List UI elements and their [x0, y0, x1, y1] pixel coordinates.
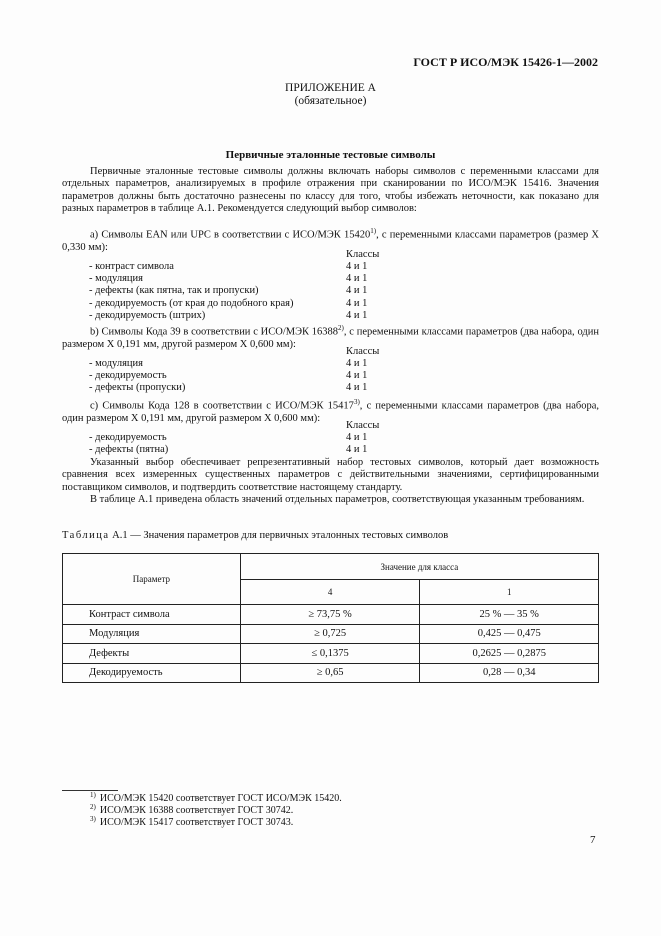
appendix-heading	[200, 82, 461, 108]
cell-parameter: Модуляция	[63, 624, 241, 644]
list-item-label: - декодируемость (штрих)	[89, 309, 206, 321]
list-item-label: - декодируемость	[89, 432, 167, 443]
item-c-footnote-mark: 3)	[353, 398, 360, 406]
cell-class-4: ≥ 0,65	[240, 663, 420, 683]
list-item-label: - декодируемость	[89, 370, 167, 382]
page-number: 7	[590, 834, 596, 846]
table-row	[63, 605, 599, 625]
item-b-footnote-mark: 2)	[338, 324, 344, 332]
cell-class-1: 0,425 — 0,475	[420, 624, 599, 644]
list-item-value: 4 и 1	[346, 444, 368, 456]
list-item-label: - дефекты (как пятна, так и пропуски)	[89, 285, 259, 297]
list-item-value: 4 и 1	[346, 309, 368, 321]
list-item-value: 4 и 1	[346, 358, 368, 369]
footnote-text: ИСО/МЭК 16388 соответствует ГОСТ 30742.	[99, 805, 294, 817]
footnote-mark: 3)	[90, 815, 96, 823]
list-item-label: - контраст символа	[89, 261, 174, 272]
list-item-label: - дефекты (пятна)	[89, 444, 169, 456]
summary-paragraph: Указанный выбор обеспечивает репрезентативный набор тестовых символов, который дает возможность сравнения всех измеренных существенных параметров с действительными значениями, сертифицированными поставщиком символов, и подтвердить соответствие настоящему стандарту.	[62, 457, 599, 493]
cell-class-4: ≥ 0,725	[240, 624, 420, 644]
appendix-note: (обязательное)	[294, 95, 367, 107]
table-reference-paragraph: В таблице А.1 приведена область значений отдельных параметров, соответствующая указанным требованиям.	[90, 494, 585, 505]
item-a-footnote-mark: 1)	[370, 227, 377, 235]
item-b	[62, 322, 599, 351]
list-item-value: 4 и 1	[346, 261, 368, 272]
cell-class-4: ≤ 0,1375	[240, 644, 420, 664]
item-a	[62, 225, 599, 254]
item-b-text-end: , с переменными классами параметров (два набора, один размером X 0,191 мм, другой размером X 0,600 мм):	[62, 326, 599, 350]
classes-label-c: Классы	[346, 420, 380, 431]
list-item-value: 4 и 1	[346, 382, 368, 394]
cell-parameter: Декодируемость	[63, 663, 241, 683]
list-item-label: - декодируемость (от края до подобного края)	[89, 297, 294, 309]
footnote-text: ИСО/МЭК 15417 соответствует ГОСТ 30743.	[99, 817, 294, 829]
cell-class-4: ≥ 73,75 %	[240, 605, 420, 625]
header-class-4: 4	[240, 580, 420, 605]
section-title: Первичные эталонные тестовые символы	[225, 149, 436, 161]
item-c-text-end: , с переменными классами параметров (два набора, один размером X 0,191 мм, другой размером X 0,600 мм):	[62, 400, 599, 424]
header-class-1: 1	[420, 580, 599, 605]
item-b-text: b) Символы Кода 39 в соответствии с ИСО/МЭК 16388	[90, 326, 339, 338]
table-header-row	[63, 554, 599, 580]
footnote-mark: 2)	[90, 803, 96, 811]
cell-parameter: Дефекты	[63, 644, 241, 664]
item-a-text-end: , с переменными классами параметров (размер X 0,330 мм):	[62, 229, 599, 253]
item-c-text: с) Символы Кода 128 в соответствии с ИСО/МЭК 15417	[90, 400, 354, 412]
cell-class-1: 0,2625 — 0,2875	[420, 644, 599, 664]
list-item-label: - дефекты (пропуски)	[89, 382, 186, 394]
list-item-value: 4 и 1	[346, 432, 368, 443]
item-c	[62, 396, 599, 425]
cell-class-1: 25 % — 35 %	[420, 605, 599, 625]
parameter-table	[62, 553, 599, 683]
item-a-text: а) Символы EAN или UPC в соответствии с ИСО/МЭК 15420	[90, 229, 371, 241]
table-row	[63, 624, 599, 644]
list-item-value: 4 и 1	[346, 297, 368, 309]
intro-paragraph: Первичные эталонные тестовые символы должны включать наборы символов с переменными классами для отдельных параметров, анализируемых в профиле отражения при сканировании по ИСО/МЭК 15416. Значения параметров должны быть достаточно разнесены по классу для того, чтобы избежать неточности, как показано для разных параметров в таблице А.1. Рекомендуется следующий выбор символов:	[62, 166, 599, 215]
footnote	[90, 815, 293, 828]
header-class-value: Значение для класса	[240, 554, 598, 580]
list-item-label: - модуляция	[89, 358, 143, 369]
list-item-value: 4 и 1	[346, 273, 368, 285]
table-caption-word: Таблица	[62, 530, 110, 541]
appendix-title: ПРИЛОЖЕНИЕ А	[285, 82, 376, 94]
cell-parameter: Контраст символа	[63, 605, 241, 625]
classes-label-a: Классы	[346, 249, 380, 260]
document-code: ГОСТ Р ИСО/МЭК 15426-1—2002	[413, 55, 598, 69]
cell-class-1: 0,28 — 0,34	[420, 663, 599, 683]
footnote-mark: 1)	[90, 791, 96, 799]
header-parameter: Параметр	[63, 554, 241, 605]
table-caption	[62, 530, 448, 541]
list-item-value: 4 и 1	[346, 285, 368, 297]
classes-label-b: Классы	[346, 346, 380, 357]
list-item-label: - модуляция	[89, 273, 143, 285]
table-caption-text: А.1 — Значения параметров для первичных эталонных тестовых символов	[109, 530, 449, 541]
table-row	[63, 644, 599, 664]
footnote-text: ИСО/МЭК 15420 соответствует ГОСТ ИСО/МЭК 15420.	[99, 793, 342, 805]
table-row	[63, 663, 599, 683]
list-item-value: 4 и 1	[346, 370, 368, 382]
